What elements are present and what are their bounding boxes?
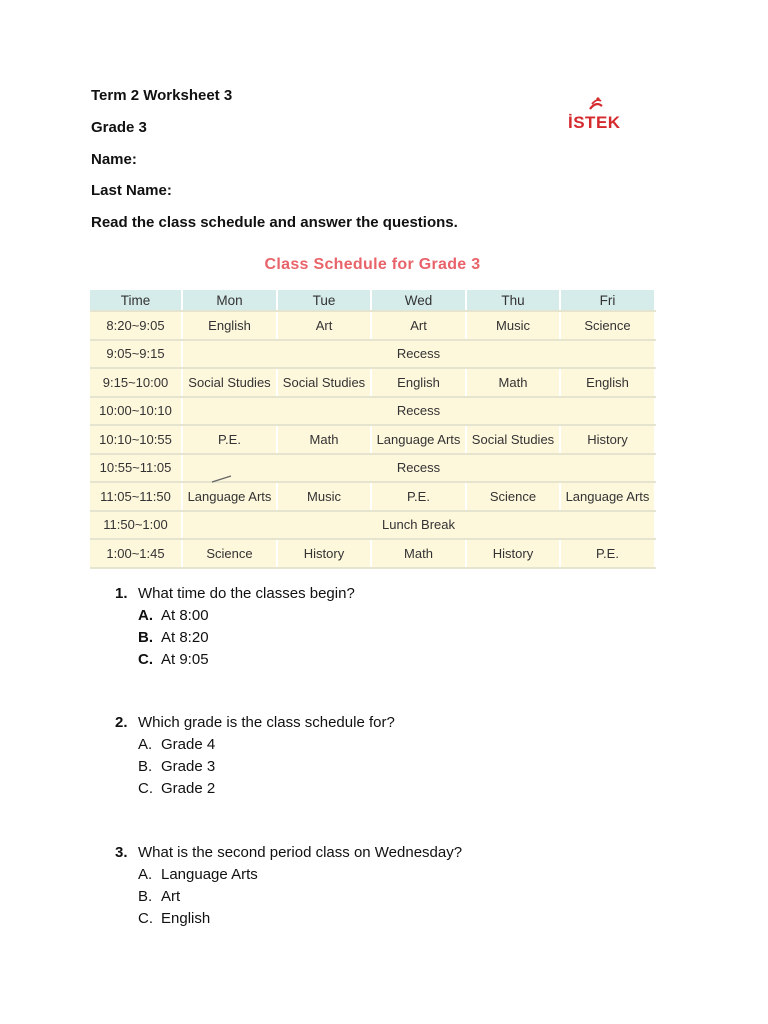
header-day: Thu [466, 290, 560, 311]
schedule-title: Class Schedule for Grade 3 [264, 256, 481, 273]
option-text: At 9:05 [161, 651, 209, 668]
subject-cell: History [560, 425, 655, 454]
option-text: Language Arts [161, 866, 258, 883]
option-letter: C. [138, 651, 153, 668]
istek-logo-text: İSTEK [568, 113, 621, 132]
question-number: 1. [115, 585, 128, 602]
schedule-row [90, 425, 655, 454]
option-text: Grade 4 [161, 736, 216, 753]
subject-cell: History [466, 539, 560, 568]
worksheet-title: Term 2 Worksheet 3 [91, 87, 233, 104]
time-cell: 11:05~11:50 [90, 482, 182, 511]
time-cell: 11:50~1:00 [90, 511, 182, 540]
grade-label: Grade 3 [91, 119, 147, 136]
time-cell: 1:00~1:45 [90, 539, 182, 568]
option-text: English [161, 910, 211, 927]
option-letter: A. [138, 607, 153, 624]
question-text: Which grade is the class schedule for? [138, 714, 395, 731]
answer-option [138, 629, 209, 646]
time-cell: 10:00~10:10 [90, 397, 182, 426]
class-schedule-image [90, 250, 662, 560]
option-letter: A. [138, 866, 153, 883]
pen-scratch-mark [211, 474, 233, 484]
header-time: Time [90, 290, 182, 311]
time-cell: 8:20~9:05 [90, 311, 182, 340]
option-letter: B. [138, 758, 153, 775]
subject-cell: Art [277, 311, 371, 340]
subject-cell: Music [277, 482, 371, 511]
option-text: Grade 3 [161, 758, 216, 775]
option-text: Grade 2 [161, 780, 216, 797]
subject-cell: P.E. [560, 539, 655, 568]
schedule-row [90, 511, 655, 540]
subject-cell: English [182, 311, 277, 340]
answer-option [138, 866, 258, 883]
time-cell: 9:05~9:15 [90, 340, 182, 369]
subject-cell: Language Arts [560, 482, 655, 511]
subject-cell: Science [560, 311, 655, 340]
subject-cell: History [277, 539, 371, 568]
subject-cell: Science [182, 539, 277, 568]
subject-cell: Art [371, 311, 466, 340]
instruction-text: Read the class schedule and answer the questions. [91, 214, 458, 231]
schedule-row [90, 368, 655, 397]
option-letter: C. [138, 780, 153, 797]
istek-swirl-icon [586, 97, 606, 113]
subject-cell: Social Studies [466, 425, 560, 454]
last-name-label: Last Name: [91, 182, 172, 199]
schedule-row [90, 311, 655, 340]
break-cell: Recess [182, 340, 655, 369]
subject-cell: Social Studies [182, 368, 277, 397]
header-day: Tue [277, 290, 371, 311]
subject-cell: English [560, 368, 655, 397]
schedule-row [90, 454, 655, 483]
time-cell: 9:15~10:00 [90, 368, 182, 397]
schedule-header-row [90, 290, 655, 311]
time-cell: 10:10~10:55 [90, 425, 182, 454]
option-letter: B. [138, 888, 153, 905]
schedule-row [90, 340, 655, 369]
answer-option [138, 888, 180, 905]
answer-option [138, 736, 215, 753]
subject-cell: Music [466, 311, 560, 340]
option-text: At 8:00 [161, 607, 209, 624]
answer-option [138, 910, 210, 927]
schedule-row [90, 397, 655, 426]
subject-cell: Math [371, 539, 466, 568]
subject-cell: Language Arts [371, 425, 466, 454]
header-day: Mon [182, 290, 277, 311]
option-letter: A. [138, 736, 153, 753]
option-text: Art [161, 888, 181, 905]
subject-cell: Math [277, 425, 371, 454]
subject-cell: English [371, 368, 466, 397]
option-letter: C. [138, 910, 153, 927]
break-cell: Recess [182, 397, 655, 426]
answer-option [138, 758, 215, 775]
name-label: Name: [91, 151, 137, 168]
question-text: What is the second period class on Wednesday? [138, 844, 463, 861]
subject-cell: P.E. [182, 425, 277, 454]
break-cell: Lunch Break [182, 511, 655, 540]
subject-cell: P.E. [371, 482, 466, 511]
answer-option [138, 651, 209, 668]
option-letter: B. [138, 629, 153, 646]
time-cell: 10:55~11:05 [90, 454, 182, 483]
schedule-row [90, 482, 655, 511]
subject-cell: Social Studies [277, 368, 371, 397]
answer-option [138, 780, 215, 797]
subject-cell: Math [466, 368, 560, 397]
subject-cell: Science [466, 482, 560, 511]
option-text: At 8:20 [161, 629, 209, 646]
istek-logo [566, 97, 626, 137]
question-number: 2. [115, 714, 128, 731]
schedule-row [90, 539, 655, 568]
schedule-table [90, 290, 656, 569]
answer-option [138, 607, 209, 624]
question-number: 3. [115, 844, 128, 861]
header-day: Fri [560, 290, 655, 311]
header-day: Wed [371, 290, 466, 311]
subject-cell: Language Arts [182, 482, 277, 511]
break-cell: Recess [182, 454, 655, 483]
question-text: What time do the classes begin? [138, 585, 355, 602]
